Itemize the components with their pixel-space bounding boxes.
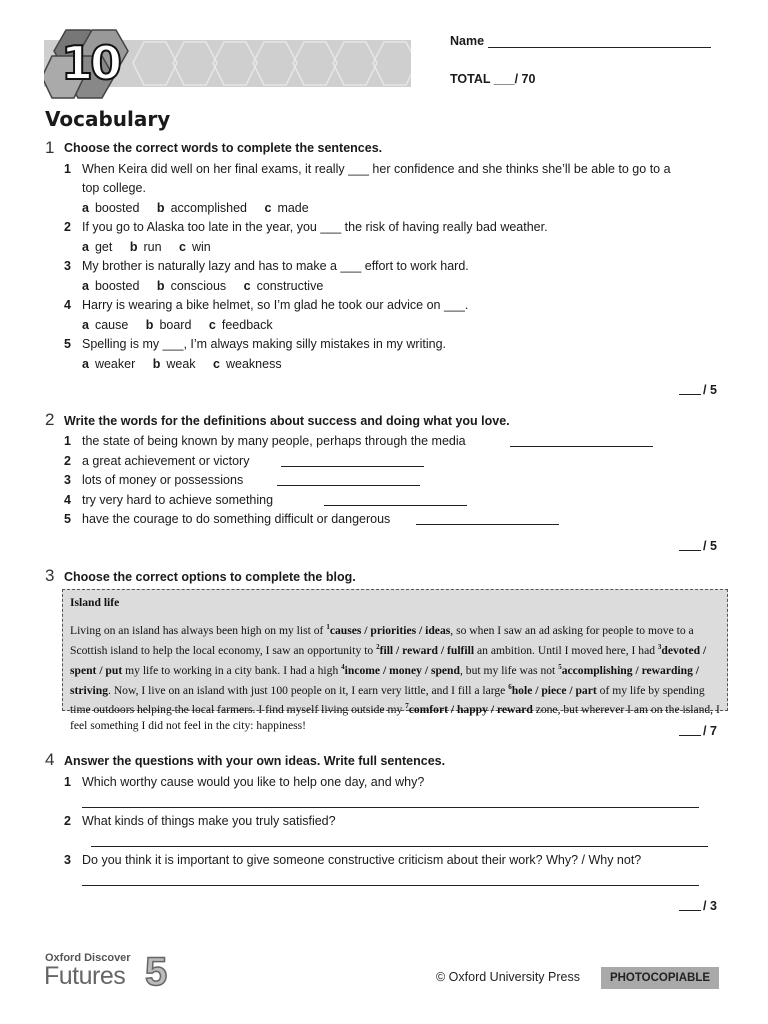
question-text: When Keira did well on her final exams, it really ___ her confidence and she thinks she’ll be able to go to a bbox=[82, 162, 671, 176]
brand-logo: Futures bbox=[44, 962, 126, 990]
unit-number: 10 bbox=[60, 36, 119, 90]
item-number: 2 bbox=[64, 220, 71, 234]
question-text: What kinds of things make you truly satisfied? bbox=[82, 814, 336, 828]
option-letter[interactable]: c feedback bbox=[208, 318, 273, 332]
option-letter[interactable]: c win bbox=[179, 240, 211, 254]
definition-text: the state of being known by many people, perhaps through the media bbox=[82, 434, 466, 448]
answer-line[interactable] bbox=[91, 846, 708, 847]
section-instruction: Choose the correct words to complete the sentences. bbox=[64, 141, 383, 155]
blog-box bbox=[62, 589, 728, 733]
option-letter[interactable]: c constructive bbox=[243, 279, 324, 293]
item-number: 4 bbox=[64, 493, 71, 507]
name-field[interactable] bbox=[488, 47, 711, 48]
section-number: 3 bbox=[45, 566, 55, 585]
item-number: 1 bbox=[64, 775, 71, 789]
blog-option[interactable]: devoted / spent / put bbox=[70, 643, 707, 677]
question-text: Harry is wearing a bike helmet, so I’m glad he took our advice on ___. bbox=[82, 298, 469, 312]
blog-title: Island life bbox=[70, 596, 120, 609]
item-number: 1 bbox=[64, 434, 71, 448]
question-text: Spelling is my ___, I’m always making silly mistakes in my writing. bbox=[82, 337, 446, 351]
brand-level: 5 bbox=[145, 950, 168, 994]
section-score: / 5 bbox=[679, 383, 717, 397]
option-letter[interactable]: b board bbox=[145, 318, 192, 332]
blog-option[interactable]: comfort / happy / reward bbox=[408, 703, 533, 717]
answer-options bbox=[82, 357, 282, 371]
item-number: 5 bbox=[64, 512, 71, 526]
blog-option[interactable]: fill / reward / fulfill bbox=[379, 643, 475, 657]
item-number: 4 bbox=[64, 298, 71, 312]
answer-line[interactable] bbox=[82, 807, 699, 808]
item-number: 3 bbox=[64, 853, 71, 867]
question-text: Which worthy cause would you like to help one day, and why? bbox=[82, 775, 425, 789]
item-number: 2 bbox=[64, 814, 71, 828]
blog-option[interactable]: accomplishing / rewarding / striving bbox=[70, 663, 699, 697]
photocopiable-badge: PHOTOCOPIABLE bbox=[601, 967, 719, 989]
definition-text: have the courage to do something difficult or dangerous bbox=[82, 512, 391, 526]
answer-blank[interactable] bbox=[281, 466, 424, 467]
option-letter[interactable]: b run bbox=[129, 240, 162, 254]
option-letter[interactable]: c made bbox=[264, 201, 309, 215]
answer-blank[interactable] bbox=[510, 446, 653, 447]
brand-logo-small: Oxford Discover bbox=[45, 952, 131, 964]
item-number: 5 bbox=[64, 337, 71, 351]
total-score: TOTAL ___/ 70 bbox=[450, 72, 536, 86]
section-instruction: Write the words for the definitions about success and doing what you love. bbox=[64, 414, 510, 428]
answer-blank[interactable] bbox=[277, 485, 420, 486]
section-instruction: Answer the questions with your own ideas. Write full sentences. bbox=[64, 754, 446, 768]
option-letter[interactable]: c weakness bbox=[213, 357, 282, 371]
item-number: 3 bbox=[64, 259, 71, 273]
blog-option[interactable]: causes / priorities / ideas bbox=[329, 623, 451, 637]
question-text: Do you think it is important to give someone constructive criticism about their work? Why? / Why not? bbox=[82, 853, 642, 867]
section-score: / 3 bbox=[679, 899, 717, 913]
answer-options bbox=[82, 201, 309, 215]
option-letter[interactable]: a get bbox=[82, 240, 113, 254]
section-number: 2 bbox=[45, 410, 55, 429]
item-number: 1 bbox=[64, 162, 71, 176]
definition-text: try very hard to achieve something bbox=[82, 493, 274, 507]
blog-text: Living on an island has always been high on my list of $^1$causes / priorities / ideas, so when I saw an ad asking for people to move to a Scottish island to help the local economy, I saw an opportunity to $^2$fill / reward / fulfill an ambition. Until I moved here, I had $^3$devoted / spent / put my life to working in a city bank. I had a high $^4$income / money / spend, but my life was not $^5$accomplishing / rewarding / striving. Now, I live on an island with just 100 people on it, I earn very little, and I fill a large $^6$hole / piece / part of my life by spending time outdoors helping the local farmers. I find myself living outside my $^7$comfort / happy / reward zone, but wherever I am on the island, I feel something I did not feel in the city: happiness! bbox=[70, 623, 720, 733]
question-text: My brother is naturally lazy and has to make a ___ effort to work hard. bbox=[82, 259, 469, 273]
option-letter[interactable]: b conscious bbox=[156, 279, 227, 293]
answer-options bbox=[82, 240, 211, 254]
answer-blank[interactable] bbox=[324, 505, 467, 506]
section-score: / 7 bbox=[679, 724, 717, 738]
section-score: / 5 bbox=[679, 539, 717, 553]
copyright: © Oxford University Press bbox=[436, 970, 580, 984]
option-letter[interactable]: a weaker bbox=[82, 357, 136, 371]
question-text: If you go to Alaska too late in the year, you ___ the risk of having really bad weather. bbox=[82, 220, 548, 234]
option-letter[interactable]: a boosted bbox=[82, 279, 140, 293]
answer-options bbox=[82, 279, 323, 293]
option-letter[interactable]: a cause bbox=[82, 318, 129, 332]
option-letter[interactable]: b weak bbox=[152, 357, 196, 371]
question-text-cont: top college. bbox=[82, 181, 146, 195]
section-number: 1 bbox=[45, 138, 55, 157]
answer-options bbox=[82, 318, 273, 332]
answer-blank[interactable] bbox=[416, 524, 559, 525]
name-label: Name bbox=[450, 34, 485, 48]
section-number: 4 bbox=[45, 750, 55, 769]
section-instruction: Choose the correct options to complete the blog. bbox=[64, 570, 356, 584]
answer-line[interactable] bbox=[82, 885, 699, 886]
definition-text: a great achievement or victory bbox=[82, 454, 250, 468]
option-letter[interactable]: a boosted bbox=[82, 201, 140, 215]
page-title: Vocabulary bbox=[45, 107, 171, 131]
blog-option[interactable]: hole / piece / part bbox=[511, 683, 597, 697]
blog-option[interactable]: income / money / spend bbox=[344, 663, 460, 677]
definition-text: lots of money or possessions bbox=[82, 473, 244, 487]
option-letter[interactable]: b accomplished bbox=[156, 201, 247, 215]
item-number: 3 bbox=[64, 473, 71, 487]
item-number: 2 bbox=[64, 454, 71, 468]
